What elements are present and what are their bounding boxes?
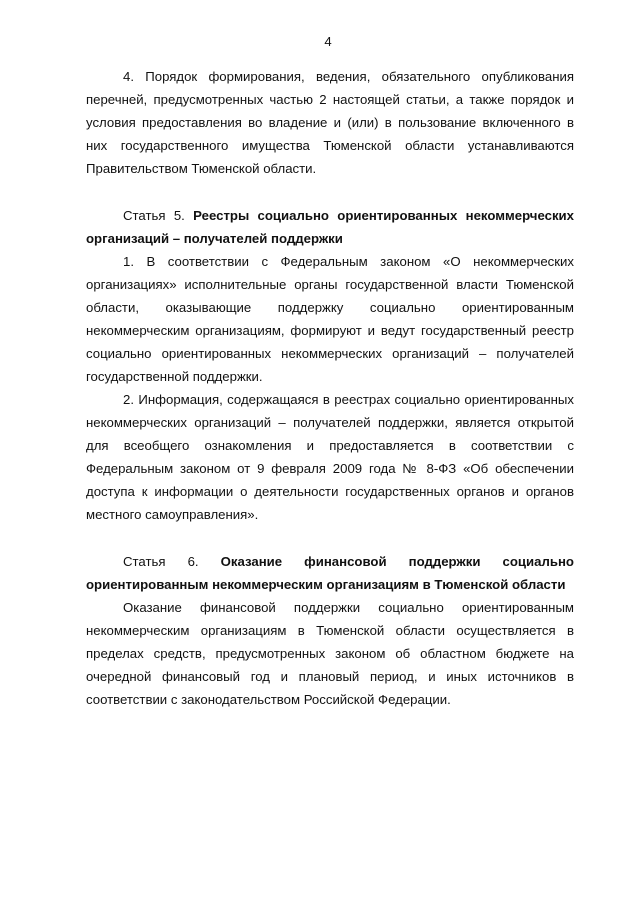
article5-title [86,204,574,250]
spacer [86,526,574,550]
article6-paragraph: Оказание финансовой поддержки социально ориентированным некоммерческим организациям в Тюменской области осуществляется в пределах средств, предусмотренных законом об областном бюджете на очередной финансовый год и плановый период, и иных источников в соответствии с законодательством Российской Федерации. [86,600,574,707]
document-page [86,30,574,711]
article6-label: Статья 6. [123,554,199,569]
page-number: 4 [324,34,332,49]
article5-paragraph1: 1. В соответствии с Федеральным законом «О некоммерческих организациях» исполнительные органы государственной власти Тюменской области, оказывающие поддержку социально ориентированным некоммерческим организациям, формируют и ведут государственный реестр социально ориентированных некоммерческих организаций – получателей государственной поддержки. [86,254,574,384]
article4-paragraph4: 4. Порядок формирования, ведения, обязательного опубликования перечней, предусмотренных частью 2 настоящей статьи, а также порядок и условия предоставления во владение и (или) в пользование включенного в них государственного имущества Тюменской области устанавливаются Правительством Тюменской области. [86,69,574,176]
article5-heading: Реестры социально ориентированных некоммерческих организаций – получателей поддержки [86,208,574,246]
spacer [86,180,574,204]
article5-label: Статья 5. [123,208,185,223]
article6-heading: Оказание финансовой поддержки социально ориентированным некоммерческим организациям в Тюменской области [86,554,574,592]
article6-title [86,550,574,596]
article5-paragraph2: 2. Информация, содержащаяся в реестрах социально ориентированных некоммерческих организаций – получателей поддержки, является открытой для всеобщего ознакомления и предоставляется в соответствии с Федеральным законом от 9 февраля 2009 года № 8-ФЗ «Об обеспечении доступа к информации о деятельности государственных органов и органов местного самоуправления». [86,392,574,522]
